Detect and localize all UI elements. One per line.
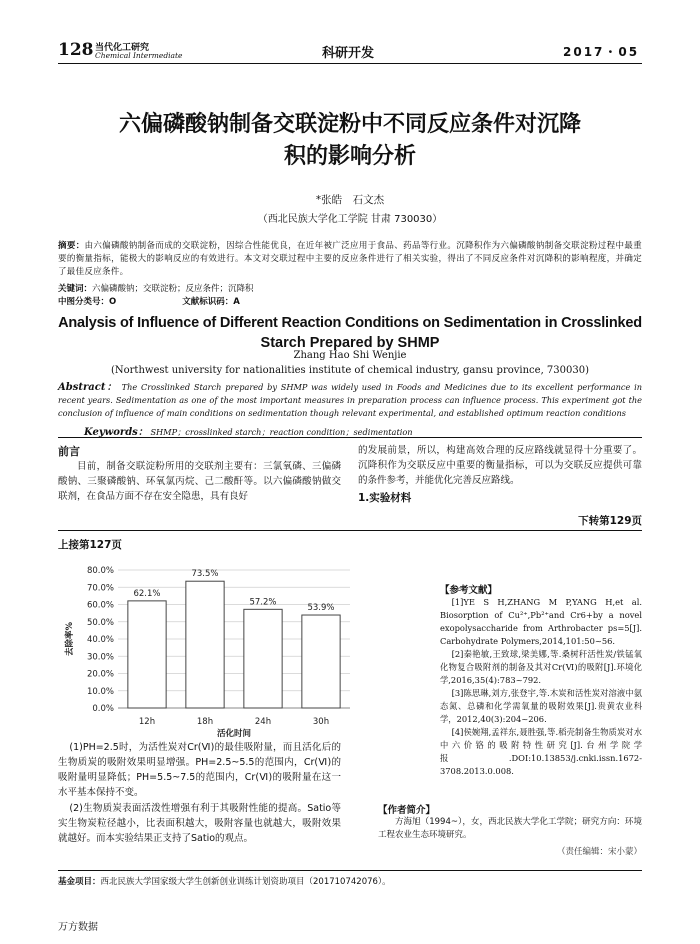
bar: [244, 609, 282, 708]
abstract-en-label: Abstract: [58, 382, 106, 393]
doc-code-label: 文献标识码：: [182, 297, 234, 307]
x-tick-label: 12h: [138, 717, 156, 727]
bar-value-label: 53.9%: [307, 603, 335, 614]
preface-left-text: 目前，制备交联淀粉所用的交联剂主要有：三氯氧磷、三偏磷酸钠、三聚磷酸钠、环氧氯丙烷、己二酸酐等。以六偏磷酸钠做交联剂，在食品方面不存在安全隐患，具有良好: [58, 461, 341, 502]
conclusion-2: (2)生物质炭表面活泼性增强有利于其吸附性能的提高。Satio等实生物炭粒径越小，比表面积越大，吸附容量也就越大，吸附效果就越好。而本实验结果正支持了Satio的观点。: [58, 803, 341, 844]
keywords-cn-label: 关键词：: [58, 284, 93, 294]
keywords-cn-text: 六偏磷酸钠；交联淀粉；反应条件；沉降积: [92, 284, 254, 294]
y-tick-label: 70.0%: [86, 583, 114, 594]
author-bio-text: 方海旭（1994~），女，西北民族大学化工学院；研究方向：环境工程农业生态环境研究。: [378, 817, 642, 840]
y-tick-label: 80.0%: [86, 566, 114, 576]
journal-name-en: Chemical Intermediate: [95, 51, 183, 60]
y-tick-label: 20.0%: [86, 669, 114, 680]
bar: [128, 601, 166, 708]
y-tick-label: 60.0%: [86, 600, 114, 611]
preface-heading: 前言: [58, 445, 80, 458]
continue-to-link[interactable]: 下转第129页: [578, 515, 642, 527]
keywords-en-text: SHMP；crosslinked starch；reaction condition；sedimentation: [150, 427, 413, 437]
affiliation-en: (Northwest university for nationalities institute of chemical industry, gansu province, 730030): [110, 365, 589, 376]
y-tick-label: 50.0%: [86, 617, 114, 628]
footer-source: 万方数据: [58, 922, 98, 933]
abstract-en-text: The Crosslinked Starch prepared by SHMP was widely used in Foods and Medicines due to its excellent performance in recent years. Sedimentation as one of the most important measures in preparation process can influence process. This experiment got the conclusion of influence of main conditions on sedimentation though relevant experimental, and established optimum reaction conditions: [58, 382, 643, 418]
abstract-en: Abstract： The Crosslinked Starch prepared by SHMP was widely used in Foods and Medicines due to its excellent performance in recent years. Sedimentation as one of the most important measures in preparation process can influence process. This experiment got the conclusion of influence of main conditions on sedimentation though relevant experimental, and established optimum reaction conditions: [58, 382, 643, 418]
reference-item: [2]秦艳敏,王致球,梁美娜,等.桑树秆活性炭/铁锰氧化物复合吸附剂的制备及其对Cr(Ⅵ)的吸附[J].环境化学,2016,35(4):783~792.: [440, 649, 642, 685]
title-cn-line2: 积的影响分析: [283, 144, 416, 169]
header-rule: [58, 63, 642, 64]
fund-note: [58, 876, 642, 889]
preface-right-text: 的发展前景，所以，构建高效合理的反应路线就显得十分重要了。沉降积作为交联反应中重要的衡量指标，可以为交联反应提供可靠的条件参考，并能优化完善反应路线。: [358, 445, 642, 486]
references-list: [440, 596, 642, 778]
fund-text: 西北民族大学国家级大学生创新创业训练计划资助项目（201710742076）。: [100, 877, 391, 887]
abstract-cn-label: 摘要：: [58, 241, 85, 251]
reference-item: [3]陈思琳,刘方,张登宇,等.木炭和活性炭对溶液中氨态氮、总磷和化学需氧量的吸附效果[J].贵黄农业科学，2012,40(3):204~206.: [440, 688, 642, 724]
classification: [58, 296, 642, 309]
conclusion-1: (1)PH=2.5时，为活性炭对Cr(Ⅵ)的最佳吸附量，而且活化后的生物质炭的吸附效果明显增强。PH=2.5~5.5的范围内，Cr(Ⅵ)的吸附量明显降低；PH=5.5~7.5的范围内，Cr(Ⅵ)的吸附量在这一水平基本保持不变。: [58, 742, 341, 798]
reference-item: [1]YE S H,ZHANG M P,YANG H,et al. Biosorption of Cu²⁺,Pb²⁺and Cr6+by a novel exopolysaccharide from Arthrobacter ps=5[J]. Carbohydrate Polymers,2014,101:50~56.: [440, 597, 642, 646]
continue-rule: [58, 530, 642, 531]
clc-value: O: [109, 297, 117, 307]
y-tick-label: 10.0%: [86, 686, 114, 697]
doc-code-value: A: [233, 297, 240, 307]
bar-value-label: 62.1%: [133, 588, 161, 599]
keywords-cn: [58, 283, 642, 296]
authors-en: Zhang Hao Shi Wenjie: [293, 350, 407, 361]
abstract-cn-text: 由六偏磷酸钠制备而成的交联淀粉，因综合性能优良，在近年被广泛应用于食品、药品等行业。沉降积作为六偏磷酸钠制备交联淀粉过程中最重要的衡量指标，能极大的影响反应的有效进行。本文对交联过程中主要的反应条件进行了相关实验，得出了不同反应条件对沉降积的影响程度，并确定了最佳反应条件。: [58, 241, 643, 277]
author-bio-heading: 【作者简介】: [378, 805, 436, 816]
reference-item: [4]侯婉翔,孟祥东,聂胜强,等.稻壳制备生物质炭对水中六价铬的吸附特性研究[J].台州学院学报.DOI:10.13853/j.cnki.issn.1672-3708.2013.0.008.: [440, 727, 642, 776]
bar-chart: [58, 560, 358, 745]
affiliation-cn: （西北民族大学化工学院 甘肃 730030）: [257, 214, 443, 225]
title-en-line2: Starch Prepared by SHMP: [260, 335, 440, 351]
title-cn-line1: 六偏磷酸钠制备交联淀粉中不同反应条件对沉降: [118, 112, 581, 137]
fund-label: 基金项目：: [58, 877, 101, 887]
title-en-line1: Analysis of Influence of Different Reaction Conditions on Sedimentation in Crosslinked: [58, 315, 642, 331]
x-tick-label: 30h: [312, 717, 330, 727]
issue-number: 2017・05: [563, 45, 640, 59]
y-axis-title: 去除率%: [65, 621, 75, 657]
chart: [58, 560, 358, 745]
page-number: 128: [58, 40, 94, 60]
bar-value-label: 57.2%: [249, 597, 277, 608]
y-tick-label: 30.0%: [86, 652, 114, 663]
keywords-en-label: Keywords: [84, 427, 138, 438]
keywords-en: Keywords： SHMP；crosslinked starch；reaction condition；sedimentation: [84, 427, 413, 438]
abstract-cn: [58, 240, 642, 279]
abstract-rule: [58, 437, 642, 438]
bar: [302, 615, 340, 708]
continue-from-link[interactable]: 上接第127页: [58, 539, 122, 551]
section-1-heading: 1.实验材料: [358, 492, 412, 504]
section-name: 科研开发: [322, 46, 375, 61]
fund-rule: [58, 870, 642, 871]
journal-name-cn: 当代化工研究: [95, 43, 150, 53]
clc-label: 中图分类号：: [58, 297, 110, 307]
y-tick-label: 40.0%: [86, 635, 114, 645]
bar: [186, 581, 224, 708]
x-tick-label: 18h: [196, 717, 214, 727]
y-tick-label: 0.0%: [92, 704, 114, 714]
editor-note: （责任编辑：宋小蒙）: [556, 847, 642, 857]
x-axis-title: 活化时间: [216, 729, 252, 739]
bar-value-label: 73.5%: [191, 569, 219, 580]
references-heading: 【参考文献】: [440, 585, 498, 596]
x-tick-label: 24h: [254, 717, 272, 727]
authors-cn: *张皓 石文杰: [315, 194, 385, 206]
